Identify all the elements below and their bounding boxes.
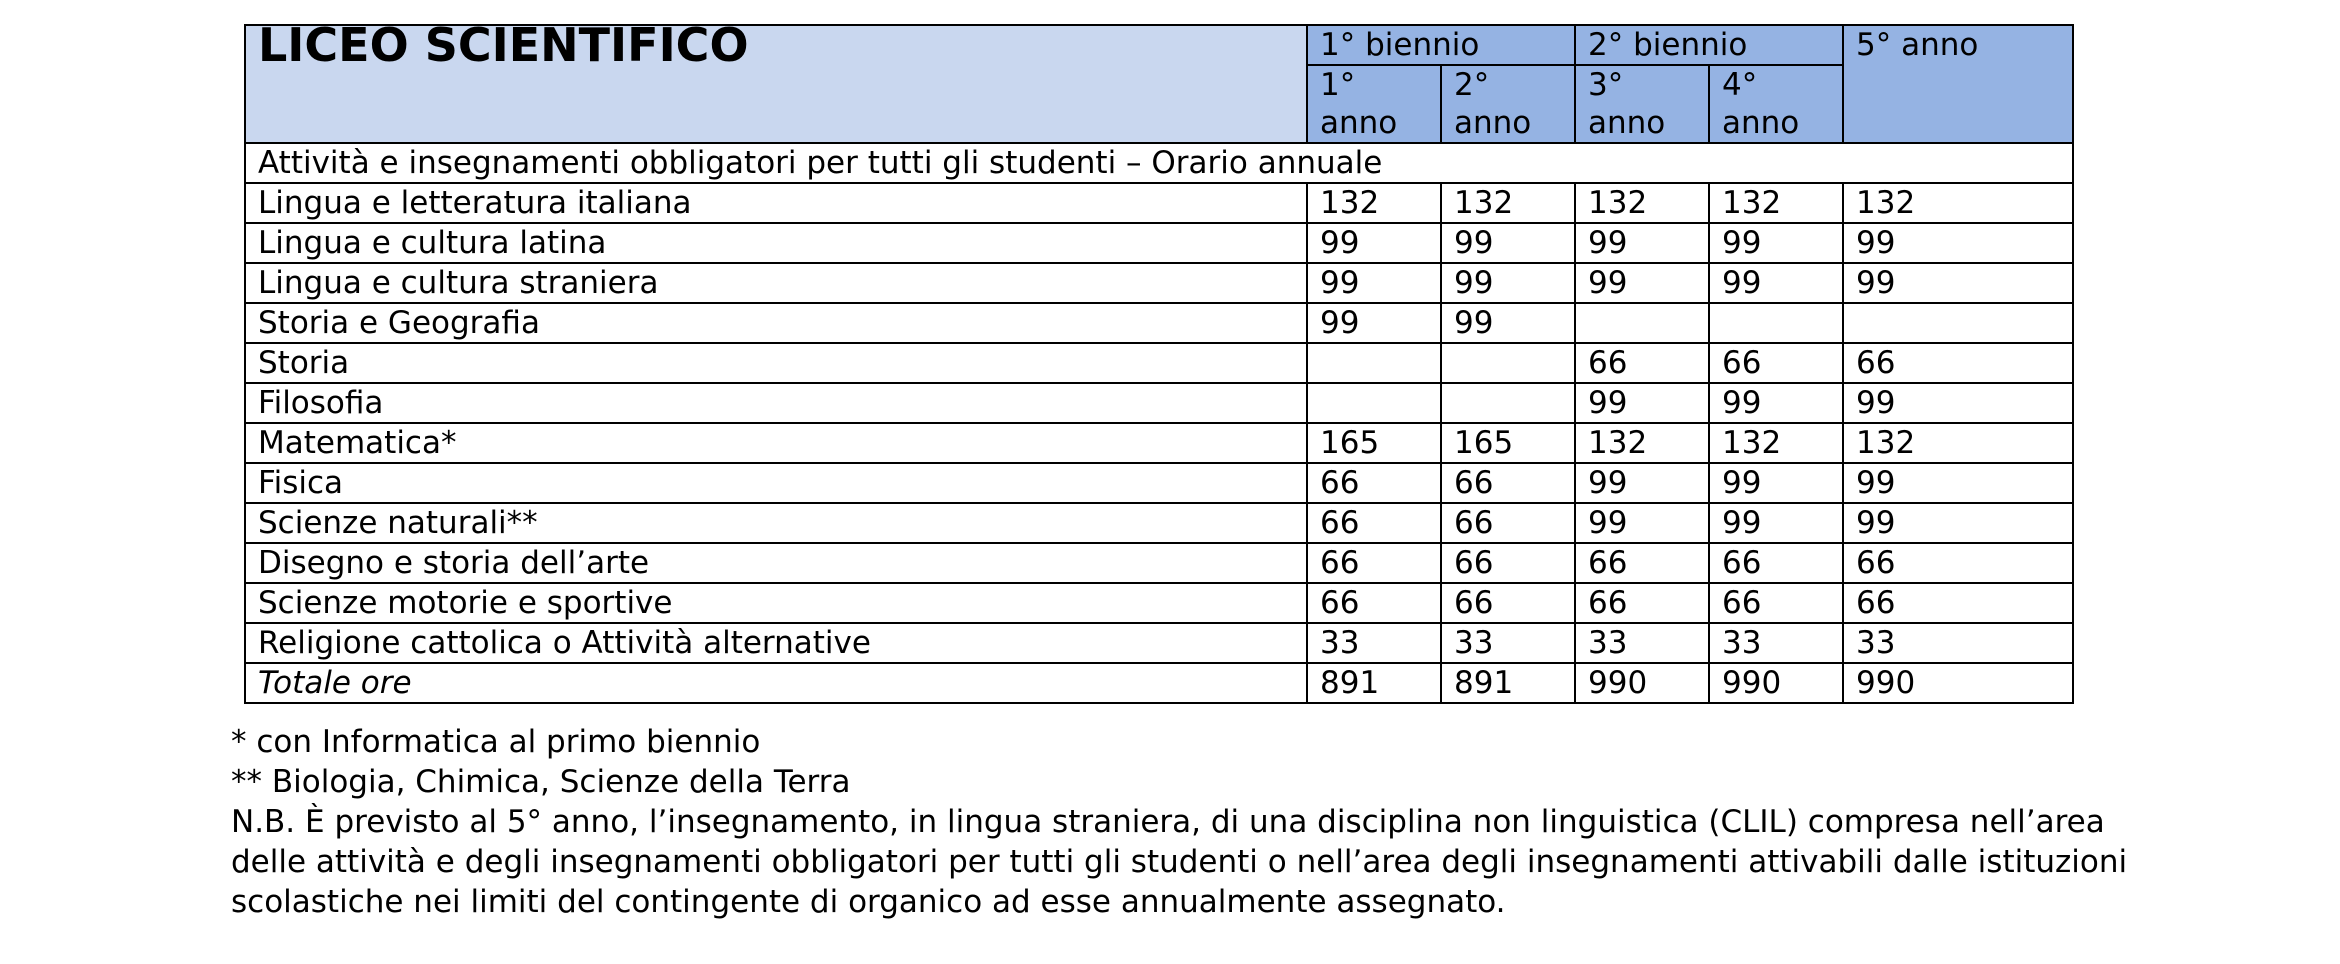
subject-cell: Scienze naturali** [245, 503, 1307, 543]
hours-cell: 66 [1843, 543, 2073, 583]
hours-cell [1441, 383, 1575, 423]
header-fifth-year: 5° anno [1843, 25, 2073, 143]
header-year-3 [1575, 65, 1709, 143]
hours-cell: 99 [1843, 263, 2073, 303]
subject-cell: Storia [245, 343, 1307, 383]
hours-cell: 99 [1843, 503, 2073, 543]
hours-cell: 99 [1575, 503, 1709, 543]
section-row [245, 143, 2073, 183]
footnotes [231, 722, 2171, 922]
hours-cell: 66 [1843, 343, 2073, 383]
hours-cell: 165 [1307, 423, 1441, 463]
subject-cell: Fisica [245, 463, 1307, 503]
hours-cell: 66 [1307, 503, 1441, 543]
subject-cell: Storia e Geografia [245, 303, 1307, 343]
subject-cell: Matematica* [245, 423, 1307, 463]
subject-cell: Scienze motorie e sportive [245, 583, 1307, 623]
hours-cell: 99 [1709, 263, 1843, 303]
subject-cell: Lingua e cultura straniera [245, 263, 1307, 303]
hours-cell [1709, 303, 1843, 343]
hours-cell: 132 [1307, 183, 1441, 223]
header-year-1 [1307, 65, 1441, 143]
subject-cell: Lingua e letteratura italiana [245, 183, 1307, 223]
hours-cell: 99 [1307, 303, 1441, 343]
hours-cell: 132 [1441, 183, 1575, 223]
table-row [245, 543, 2073, 583]
hours-cell: 99 [1709, 383, 1843, 423]
table-row [245, 583, 2073, 623]
hours-cell: 99 [1843, 383, 2073, 423]
curriculum-table [244, 24, 2074, 704]
table-row [245, 343, 2073, 383]
hours-cell: 99 [1441, 303, 1575, 343]
hours-cell: 99 [1575, 263, 1709, 303]
header-year-2-num: 2° [1454, 67, 1490, 103]
hours-cell [1307, 383, 1441, 423]
table-row [245, 423, 2073, 463]
table-row [245, 223, 2073, 263]
hours-cell: 66 [1843, 583, 2073, 623]
hours-cell: 99 [1575, 223, 1709, 263]
subject-cell: Lingua e cultura latina [245, 223, 1307, 263]
subject-cell: Religione cattolica o Attività alternative [245, 623, 1307, 663]
hours-cell: 99 [1441, 263, 1575, 303]
table-row [245, 263, 2073, 303]
hours-cell: 66 [1709, 343, 1843, 383]
table-row [245, 503, 2073, 543]
header-year-1-label: anno [1320, 105, 1398, 141]
table-row [245, 463, 2073, 503]
hours-cell: 66 [1307, 583, 1441, 623]
hours-cell: 33 [1441, 623, 1575, 663]
hours-cell: 990 [1575, 663, 1709, 703]
header-year-2-label: anno [1454, 105, 1532, 141]
hours-cell: 66 [1575, 543, 1709, 583]
hours-cell: 99 [1307, 263, 1441, 303]
header-year-4-num: 4° [1722, 67, 1758, 103]
hours-cell: 99 [1441, 223, 1575, 263]
header-year-1-num: 1° [1320, 67, 1356, 103]
table-row [245, 183, 2073, 223]
hours-cell: 99 [1709, 463, 1843, 503]
header-row-groups [245, 25, 2073, 65]
hours-cell: 66 [1441, 463, 1575, 503]
hours-cell: 132 [1843, 183, 2073, 223]
hours-cell: 99 [1575, 383, 1709, 423]
hours-cell: 66 [1709, 543, 1843, 583]
hours-cell: 66 [1575, 583, 1709, 623]
hours-cell: 99 [1843, 463, 2073, 503]
hours-cell: 66 [1575, 343, 1709, 383]
hours-cell: 99 [1709, 503, 1843, 543]
hours-cell: 132 [1709, 423, 1843, 463]
hours-cell: 66 [1307, 543, 1441, 583]
header-biennio-1: 1° biennio [1307, 25, 1575, 65]
hours-cell: 66 [1441, 503, 1575, 543]
subject-cell: Disegno e storia dell’arte [245, 543, 1307, 583]
hours-cell: 66 [1709, 583, 1843, 623]
footnote-informatica: * con Informatica al primo biennio [231, 724, 761, 760]
table-title: LICEO SCIENTIFICO [245, 25, 1307, 143]
hours-cell: 99 [1843, 223, 2073, 263]
header-year-4 [1709, 65, 1843, 143]
hours-cell: 66 [1441, 583, 1575, 623]
hours-cell: 132 [1843, 423, 2073, 463]
nb-clil-note: N.B. È previsto al 5° anno, l’insegnamento, in lingua straniera, di una disciplina non linguistica (CLIL) compresa nell’area delle attività e degli insegnamenti obbligatori per tutti gli studenti o nell’area degli insegnamenti attivabili dalle istituzioni scolastiche nei limiti del contingente di organico ad esse annualmente assegnato. [231, 804, 2128, 920]
header-year-3-num: 3° [1588, 67, 1624, 103]
table-row [245, 383, 2073, 423]
hours-cell: 99 [1307, 223, 1441, 263]
header-year-3-label: anno [1588, 105, 1666, 141]
hours-cell: 33 [1575, 623, 1709, 663]
hours-cell: 132 [1575, 423, 1709, 463]
header-year-2 [1441, 65, 1575, 143]
hours-cell: 99 [1575, 463, 1709, 503]
hours-cell [1307, 343, 1441, 383]
hours-cell: 990 [1843, 663, 2073, 703]
hours-cell: 165 [1441, 423, 1575, 463]
table-row [245, 303, 2073, 343]
hours-cell: 891 [1441, 663, 1575, 703]
table-row [245, 663, 2073, 703]
hours-cell: 990 [1709, 663, 1843, 703]
hours-cell [1843, 303, 2073, 343]
hours-cell: 891 [1307, 663, 1441, 703]
subject-cell: Filosofia [245, 383, 1307, 423]
hours-cell: 33 [1843, 623, 2073, 663]
header-year-4-label: anno [1722, 105, 1800, 141]
hours-cell [1441, 343, 1575, 383]
header-biennio-2: 2° biennio [1575, 25, 1843, 65]
hours-cell: 132 [1709, 183, 1843, 223]
hours-cell: 66 [1441, 543, 1575, 583]
hours-cell [1575, 303, 1709, 343]
hours-cell: 99 [1709, 223, 1843, 263]
subject-cell: Totale ore [245, 663, 1307, 703]
table-row [245, 623, 2073, 663]
hours-cell: 33 [1709, 623, 1843, 663]
section-label: Attività e insegnamenti obbligatori per tutti gli studenti – Orario annuale [245, 143, 2073, 183]
hours-cell: 66 [1307, 463, 1441, 503]
hours-cell: 33 [1307, 623, 1441, 663]
footnote-scienze: ** Biologia, Chimica, Scienze della Terra [231, 764, 851, 800]
hours-cell: 132 [1575, 183, 1709, 223]
